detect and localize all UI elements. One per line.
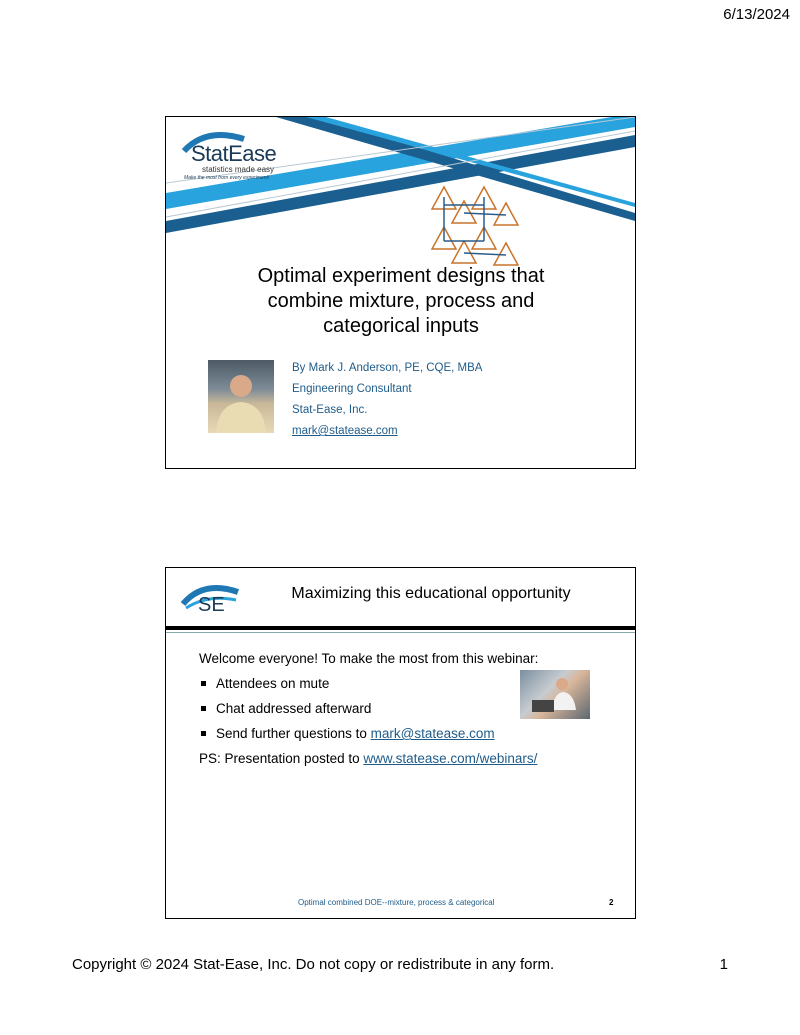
ps-line (199, 746, 538, 771)
title-line: combine mixture, process and (267, 290, 535, 312)
author-role: Engineering Consultant (292, 383, 412, 395)
author-email-link[interactable]: mark@statease.com (292, 425, 398, 437)
title-line: Optimal experiment designs that (257, 265, 545, 287)
laptop-user-icon (520, 670, 590, 719)
slide-2 (165, 567, 636, 919)
page-number: 1 (719, 956, 728, 973)
slide-1-title (226, 264, 576, 339)
se-logo-text: SE (198, 594, 225, 616)
slide-2-body (199, 646, 538, 771)
slide-number: 2 (609, 898, 614, 907)
slide-footer: Optimal combined DOE--mixture, process & categorical (298, 898, 495, 907)
author-company: Stat-Ease, Inc. (292, 404, 368, 416)
author-name: By Mark J. Anderson, PE, CQE, MBA (292, 362, 483, 374)
bullet-item: Chat addressed afterward (199, 696, 538, 721)
page-date: 6/13/2024 (723, 6, 790, 23)
intro-text: Welcome everyone! To make the most from this webinar: (199, 651, 539, 666)
copyright-notice: Copyright © 2024 Stat-Ease, Inc. Do not copy or redistribute in any form. (72, 956, 555, 973)
author-info (292, 362, 482, 446)
logo-subtitle: statistics made easy (202, 165, 275, 174)
slide-2-title: Maximizing this educational opportunity (291, 585, 571, 602)
person-icon (208, 360, 274, 433)
webinars-link[interactable]: www.statease.com/webinars/ (363, 751, 538, 766)
slide-1 (165, 116, 636, 469)
logo-tagline: Make the most from every experiment! (184, 175, 270, 181)
title-divider (166, 626, 635, 630)
ps-text: PS: Presentation posted to (199, 751, 364, 766)
title-line: categorical inputs (323, 315, 479, 337)
statease-logo: StatEase (191, 141, 277, 166)
bullet-text: Send further questions to (216, 726, 371, 741)
title-divider-thin (166, 632, 635, 633)
questions-email-link[interactable]: mark@statease.com (370, 726, 495, 741)
bullet-item (199, 721, 538, 746)
webinar-photo (520, 670, 590, 719)
author-photo (208, 360, 274, 433)
mixture-lattice-icon (432, 187, 518, 265)
bullet-item: Attendees on mute (199, 671, 538, 696)
